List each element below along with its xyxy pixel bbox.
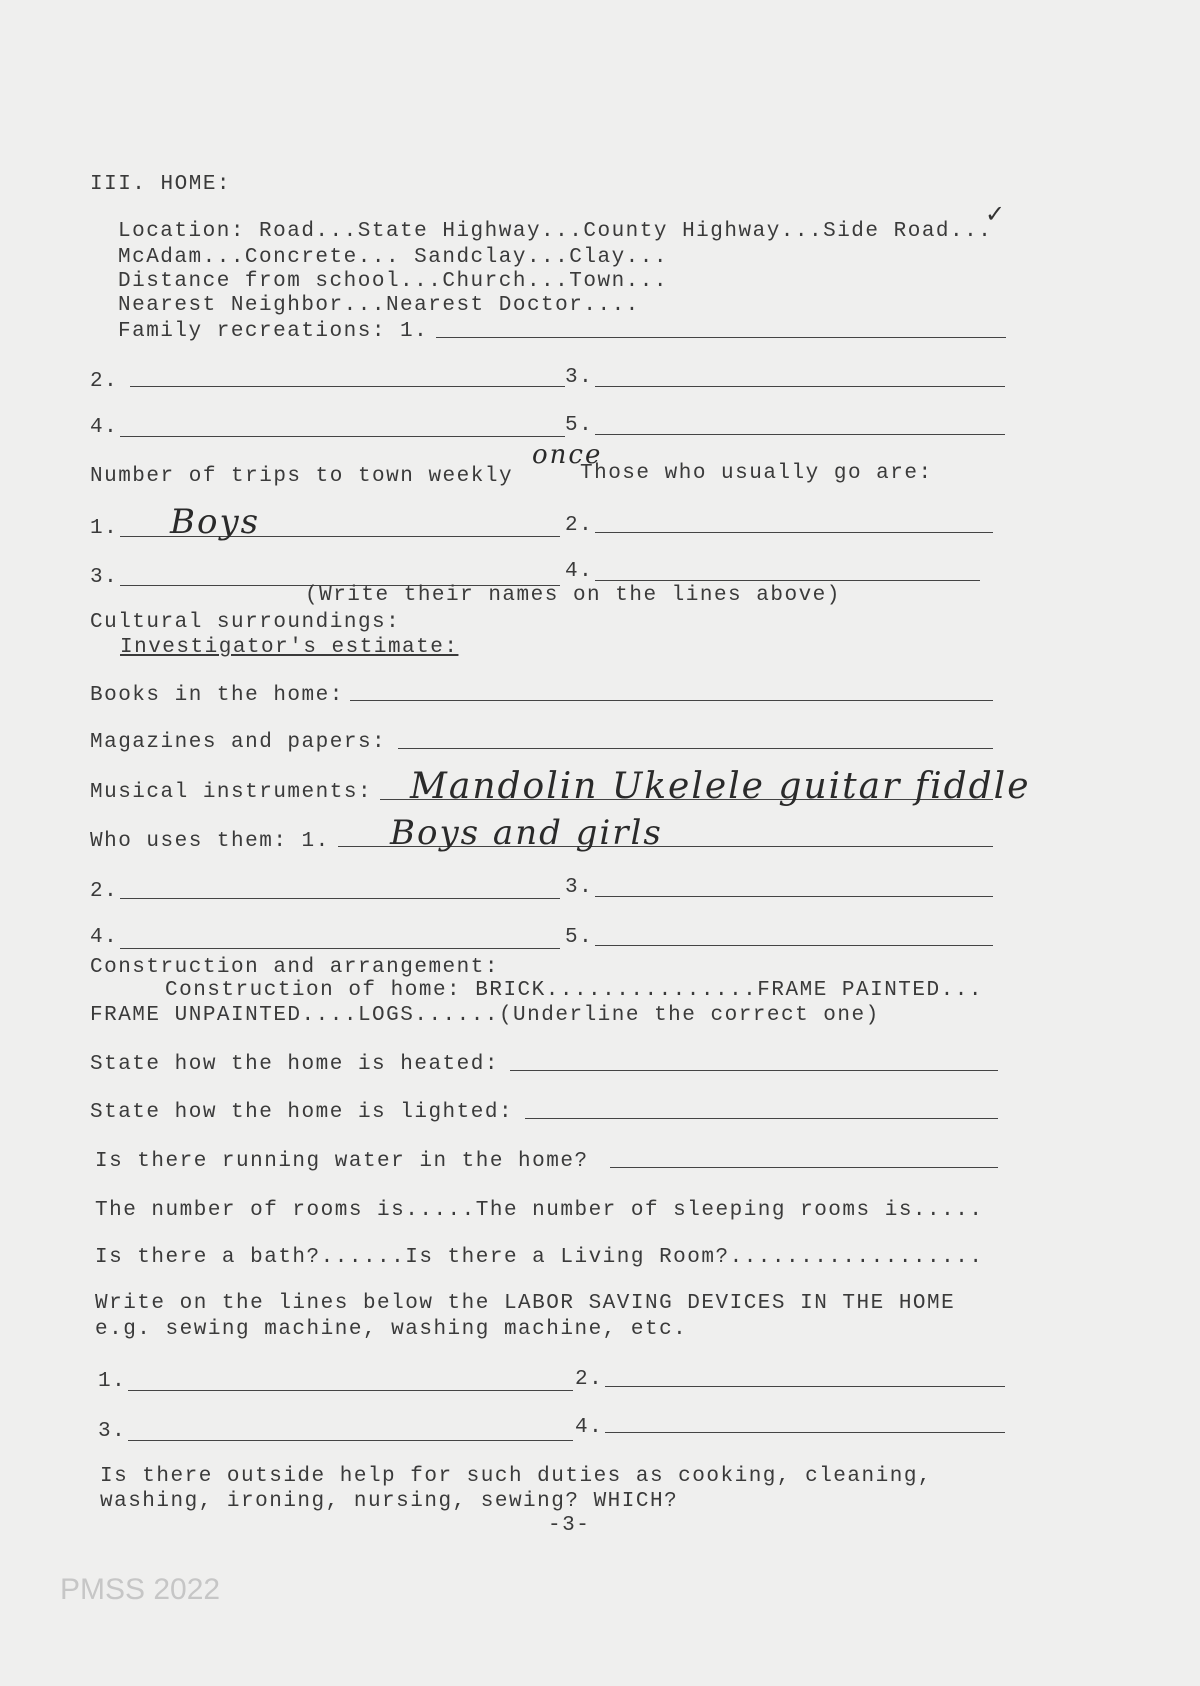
recreation-num-5: 5. [565,414,594,437]
users-line-4[interactable] [120,948,560,949]
heated-label: State how the home is heated: [90,1053,499,1076]
rooms-line: The number of rooms is.....The number of sleeping rooms is..... [95,1199,984,1222]
page-number: -3- [548,1514,591,1537]
water-line[interactable] [610,1167,998,1168]
devices-num-2: 2. [575,1368,604,1391]
devices-line-1[interactable] [128,1390,573,1391]
recreation-line-2[interactable] [130,386,565,387]
bath-line: Is there a bath?......Is there a Living Room?.................. [95,1246,984,1269]
lighted-label: State how the home is lighted: [90,1101,514,1124]
magazines-line[interactable] [398,748,993,749]
construction-line-1: Construction of home: BRICK...............FRAME PAINTED... [165,979,983,1002]
water-label: Is there running water in the home? [95,1150,589,1173]
construction-label: Construction and arrangement: [90,956,499,979]
recreation-num-4: 4. [90,416,119,439]
construction-line-2: FRAME UNPAINTED....LOGS......(Underline the correct one) [90,1004,880,1027]
recreation-line-3[interactable] [595,386,1005,387]
magazines-label: Magazines and papers: [90,731,387,754]
recreation-line-4[interactable] [120,436,565,437]
location-line-2: McAdam...Concrete... Sandclay...Clay... [118,246,668,269]
check-mark-icon: ✓ [985,200,1006,228]
location-line-3: Distance from school...Church...Town... [118,270,668,293]
trips-line-4[interactable] [595,580,980,581]
location-line-4: Nearest Neighbor...Nearest Doctor.... [118,294,640,317]
trips-num-3: 3. [90,566,119,589]
watermark: PMSS 2022 [60,1573,221,1606]
users-line-5[interactable] [595,945,993,946]
devices-line-2[interactable] [605,1386,1005,1387]
users-line-2[interactable] [120,898,560,899]
books-label: Books in the home: [90,684,344,707]
trips-rest: Those who usually go are: [580,462,933,485]
recreation-line-5[interactable] [595,434,1005,435]
users-num-5: 5. [565,926,594,949]
trips-label: Number of trips to town weekly [90,465,514,488]
books-line[interactable] [350,700,993,701]
trips-num-4: 4. [565,560,594,583]
trips-num-1: 1. [90,517,119,540]
lighted-line[interactable] [525,1118,998,1119]
users-answer: Boys and girls [390,813,663,853]
users-num-4: 4. [90,926,119,949]
devices-num-4: 4. [575,1416,604,1439]
labor-devices-line-2: e.g. sewing machine, washing machine, etc. [95,1318,688,1341]
help-line-2: washing, ironing, nursing, sewing? WHICH? [100,1490,679,1513]
trips-line-2[interactable] [595,532,993,533]
instruments-answer: Mandolin Ukelele guitar fiddle [410,766,1031,807]
users-line-3[interactable] [595,896,993,897]
recreation-num-2: 2. [90,370,119,393]
recreation-line-1[interactable] [436,337,1006,338]
devices-num-3: 3. [98,1420,127,1443]
devices-line-4[interactable] [605,1432,1005,1433]
cultural-label: Cultural surroundings: [90,611,401,634]
users-num-3: 3. [565,876,594,899]
devices-num-1: 1. [98,1370,127,1393]
location-line-1: Location: Road...State Highway...County Highway...Side Road... [118,220,993,243]
labor-devices-line-1: Write on the lines below the LABOR SAVING DEVICES IN THE HOME [95,1292,956,1315]
trips-num-2: 2. [565,514,594,537]
heated-line[interactable] [510,1070,998,1071]
users-num-2: 2. [90,880,119,903]
devices-line-3[interactable] [128,1440,573,1441]
help-line-1: Is there outside help for such duties as cooking, cleaning, [100,1465,933,1488]
trips-answer-1: Boys [170,502,261,542]
family-recreations-label: Family recreations: 1. [118,320,429,343]
trips-note: (Write their names on the lines above) [305,584,841,607]
section-title: III. HOME: [90,173,232,196]
trips-answer: once [532,440,603,470]
users-label: Who uses them: 1. [90,830,330,853]
instruments-label: Musical instruments: [90,781,373,804]
recreation-num-3: 3. [565,366,594,389]
investigator-estimate: Investigator's estimate: [120,636,459,659]
